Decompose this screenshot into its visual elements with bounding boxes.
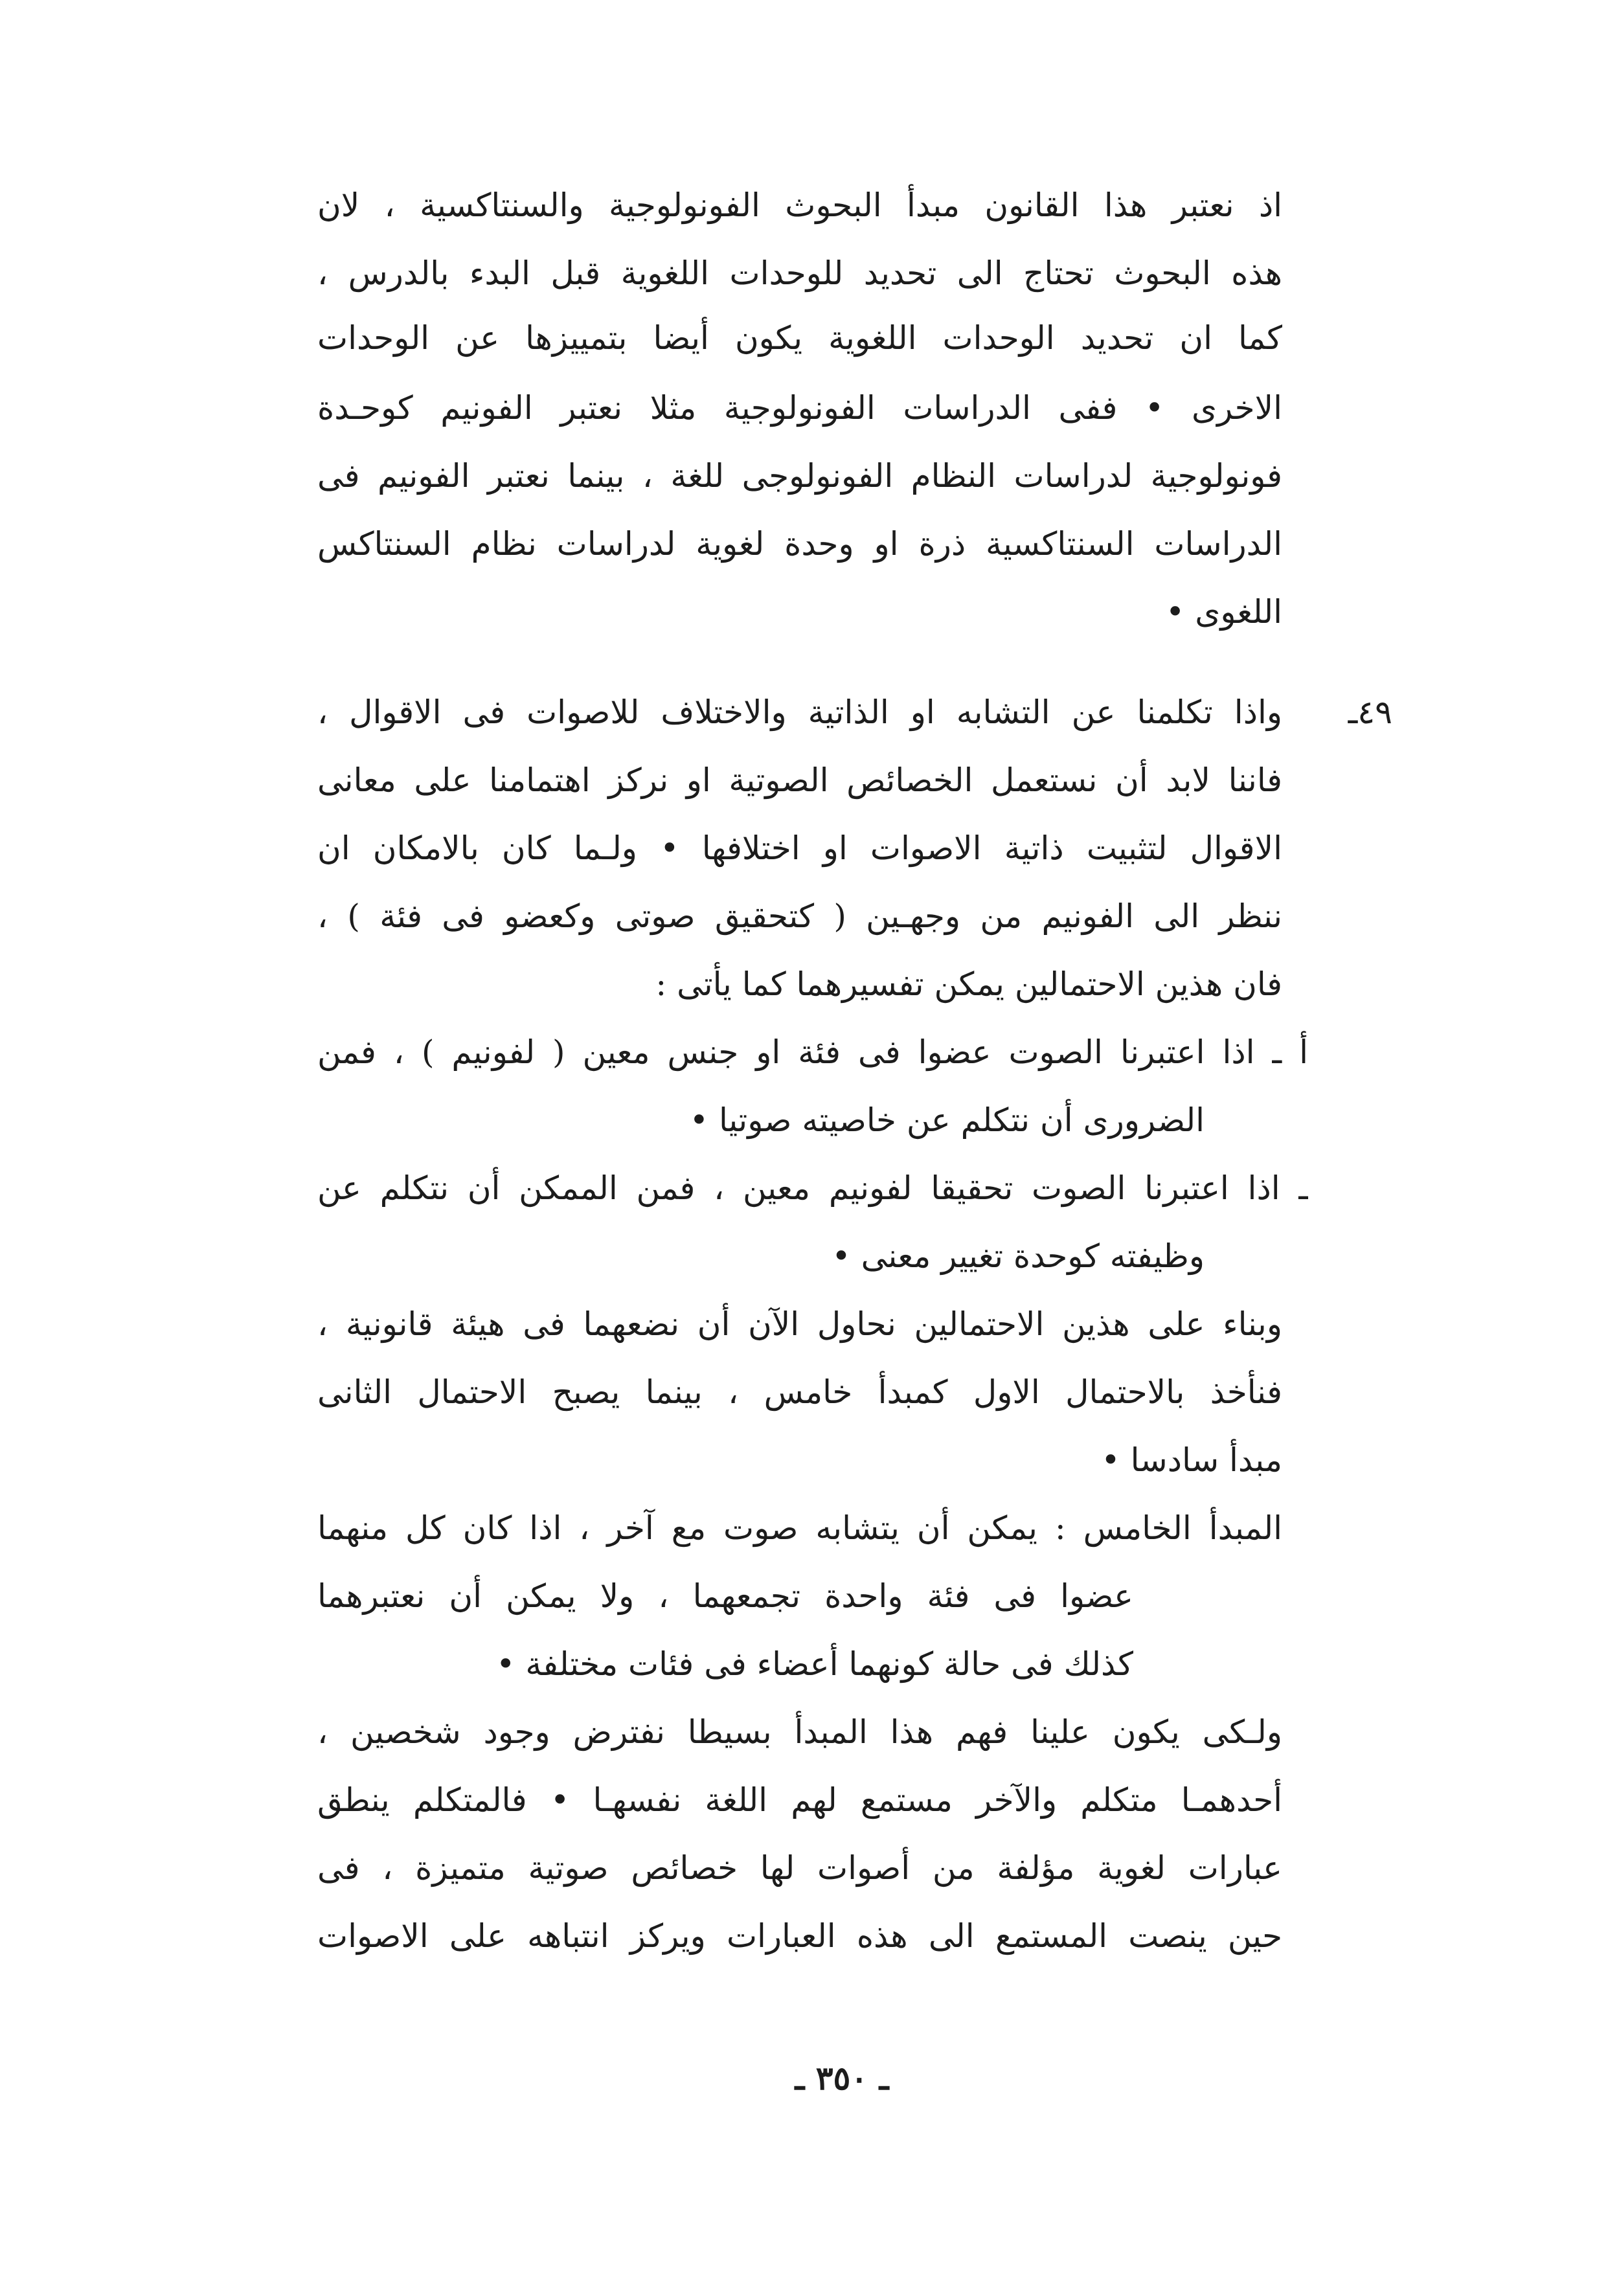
text-line: أ ـ اذا اعتبرنا الصوت عضوا فى فئة او جنس معين ( لفونيم ) ، فمن: [317, 1033, 1308, 1071]
text-line: عضوا فى فئة واحدة تجمعهما ، ولا يمكن أن نعتبرهما: [317, 1577, 1133, 1615]
text-line: ننظر الى الفونيم من وجهـين ( كتحقيق صوتى وكعضو فى فئة ) ،: [317, 897, 1282, 935]
text-line: مبدأ سادسا •: [1101, 1441, 1282, 1479]
text-line: الاخرى • ففى الدراسات الفونولوجية مثلا نعتبر الفونيم كوحـدة: [317, 389, 1282, 427]
text-line: كذلك فى حالة كونهما أعضاء فى فئات مختلفة •: [495, 1645, 1133, 1683]
text-line: المبدأ الخامس : يمكن أن يتشابه صوت مع آخر ، اذا كان كل منهما: [317, 1509, 1282, 1547]
section-number: ٤٩ـ: [1348, 693, 1392, 731]
text-line: الاقوال لتثبيت ذاتية الاصوات او اختلافها • ولـما كان بالامكان ان: [317, 829, 1282, 867]
text-line: عبارات لغوية مؤلفة من أصوات لها خصائص صوتية متميزة ، فى: [317, 1849, 1282, 1887]
text-line: واذا تكلمنا عن التشابه او الذاتية والاختلاف للاصوات فى الاقوال ،: [317, 693, 1282, 731]
page-number: ـ ٣٥٠ ـ: [795, 2059, 889, 2097]
text-line: اذ نعتبر هذا القانون مبدأ البحوث الفونولوجية والسنتاكسية ، لان: [317, 186, 1282, 224]
text-line: فاننا لابد أن نستعمل الخصائص الصوتية او نركز اهتمامنا على معانى: [317, 761, 1282, 799]
text-line: كما ان تحديد الوحدات اللغوية يكون أيضا بتمييزها عن الوحدات: [317, 319, 1282, 357]
text-line: الضرورى أن نتكلم عن خاصيته صوتيا •: [689, 1101, 1205, 1139]
text-line: اللغوى •: [1165, 593, 1282, 631]
text-line: فنأخذ بالاحتمال الاول كمبدأ خامس ، بينما يصبح الاحتمال الثانى: [317, 1373, 1282, 1411]
text-line: حين ينصت المستمع الى هذه العبارات ويركز انتباهه على الاصوات: [317, 1917, 1282, 1955]
text-line: هذه البحوث تحتاج الى تحديد للوحدات اللغوية قبل البدء بالدرس ،: [317, 254, 1282, 292]
text-line: الدراسات السنتاكسية ذرة او وحدة لغوية لدراسات نظام السنتاكس: [317, 525, 1282, 563]
text-line: ولـكى يكون علينا فهم هذا المبدأ بسيطا نفترض وجود شخصين ،: [317, 1713, 1282, 1751]
text-line: ـ اذا اعتبرنا الصوت تحقيقا لفونيم معين ، فمن الممكن أن نتكلم عن: [317, 1169, 1308, 1207]
text-line: فان هذين الاحتمالين يمكن تفسيرهما كما يأتى :: [655, 965, 1282, 1003]
text-line: فونولوجية لدراسات النظام الفونولوجى للغة ، بينما نعتبر الفونيم فى: [317, 457, 1282, 495]
text-line: وظيفته كوحدة تغيير معنى •: [832, 1237, 1205, 1275]
text-line: وبناء على هذين الاحتمالين نحاول الآن أن نضعهما فى هيئة قانونية ،: [317, 1305, 1282, 1343]
text-line: أحدهمـا متكلم والآخر مستمع لهم اللغة نفسهـا • فالمتكلم ينطق: [317, 1781, 1282, 1819]
